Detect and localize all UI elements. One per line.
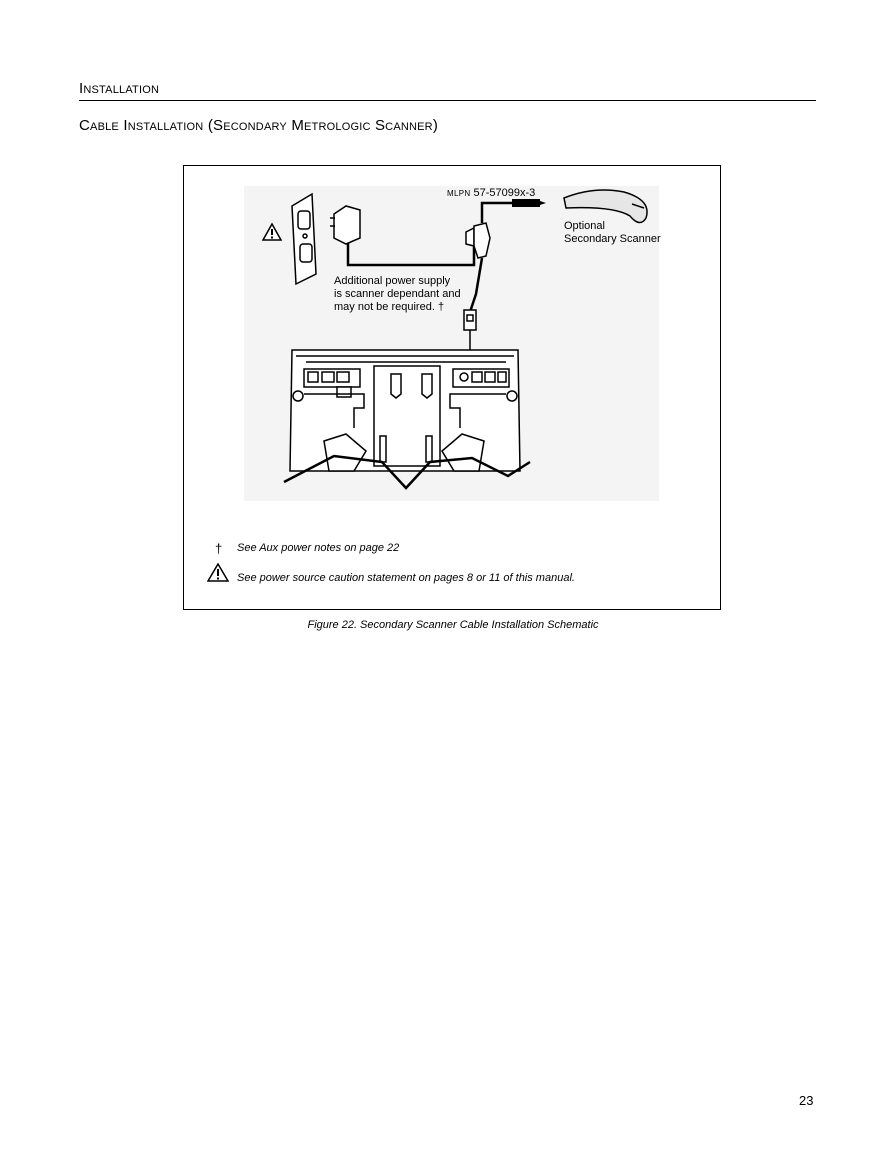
aux-power-note: See Aux power notes on page 22	[237, 542, 400, 554]
figure-caption	[0, 619, 892, 631]
power-note-line1: Additional power supply	[334, 275, 451, 287]
wall-outlet-icon	[292, 194, 316, 284]
scanner-label-line1: Optional	[564, 220, 605, 232]
dagger-symbol: †	[215, 541, 223, 556]
figure-box	[183, 165, 721, 610]
power-note-line2: is scanner dependant and	[334, 288, 461, 300]
part-number: 57-57099x-3	[473, 187, 536, 199]
caution-note: See power source caution statement on pages 8 or 11 of this manual.	[237, 572, 575, 584]
scanner-label-line2: Secondary Scanner	[564, 233, 661, 245]
figure-caption-text: Figure 22. Secondary Scanner Cable Installation Schematic	[307, 619, 599, 631]
page-number: 23	[799, 1093, 814, 1108]
subsection-title: Cable Installation (Secondary Metrologic Scanner)	[79, 117, 439, 134]
part-number-prefix: MLPN	[447, 189, 471, 198]
part-number-label	[447, 187, 535, 200]
power-supply-note	[334, 275, 461, 314]
scanner-label	[564, 220, 661, 246]
section-title: Installation	[79, 80, 816, 101]
warning-triangle-icon	[207, 563, 229, 582]
power-note-line3: may not be required. †	[334, 301, 445, 313]
